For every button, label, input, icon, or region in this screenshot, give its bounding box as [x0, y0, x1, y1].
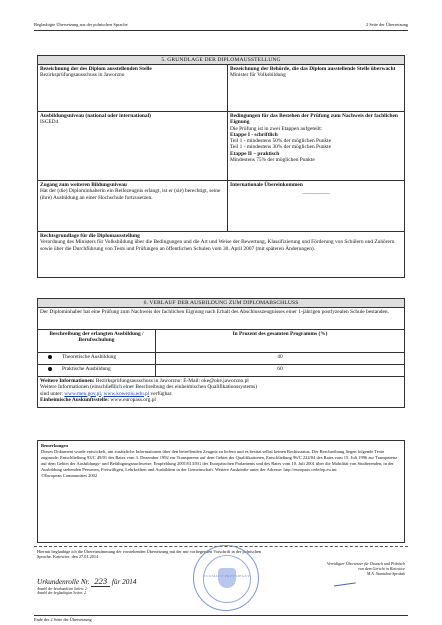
section-6-intro: Der Diplominhaber hat eine Prüfung zum Nachweis der fachlichen Eignung nach Erhalt des Abschlusszeugnisses einer 1-jährigen postlyzealen Schule bestanden.: [38, 308, 404, 330]
row-value: 60: [277, 366, 283, 372]
translator-line-3: M.A. Stanisław Sprożak: [366, 571, 405, 576]
translator-line-2: von dem Gericht in Katowice: [358, 566, 405, 571]
section-6: [37, 298, 405, 408]
info-value: Bezirksprüfungsausschuss in Jaworzno: E-Mail: oke@oke.jaworzno.pl: [95, 378, 249, 384]
conditions-intro: Die Prüfung ist in zwei Etappen aufgeteilt:: [230, 125, 323, 132]
section-6-title: 6. VERLAUF DER AUSBILDUNG ZUM DIPLOMABSCHLUSS: [38, 299, 404, 308]
table-row: [38, 353, 404, 365]
conditions-cell: [228, 112, 404, 180]
stamp-text: TŁUMACZ PRZYSIĘGŁY: [203, 574, 251, 578]
men-link[interactable]: www.men.gov.pl: [64, 390, 101, 397]
col-percent-header: In Prozent des gesamten Programms (%): [232, 331, 328, 337]
table-row: [38, 365, 404, 377]
remarks-box: [37, 440, 405, 543]
eagle-emblem-icon: [218, 568, 236, 588]
level-cell: [38, 112, 228, 180]
certification-text: Hiermit beglaubige ich die Übereinstimmung der vorstehenden Übersetzung mit der mir vorliegenden Vorschrift in der polnischen Sprache. Katowice, den 27.01.2014: [37, 549, 262, 560]
contact-label: Einheimische Auskunftsstelle:: [40, 396, 110, 403]
legal-cell: [38, 232, 404, 277]
stage1-line2: Teil 1 - mindestens 30% der möglichen Punkte: [230, 144, 331, 151]
intl-cell: [228, 181, 404, 231]
page-header: [34, 22, 408, 31]
access-value: Hat der (die) Diplominhaberin ein Reifezeugnis erlangt, ist er (sie) berechtigt, seine (ihre) Ausbildung an einer Hochschule fortzusetzen.: [40, 188, 221, 201]
intl-label: Internationale Übereinkommen: [230, 182, 303, 188]
access-label: Zugang zum weiteren Bildungsniveau: [40, 182, 127, 188]
level-label: Ausbildungsniveau (national oder international): [40, 113, 151, 119]
contact-value: www.europass.org.pl: [110, 396, 156, 403]
row-label: Praktische Ausbildung: [62, 366, 111, 372]
issuer-cell: [38, 65, 228, 111]
row-label: Theoretische Ausbildung: [62, 354, 117, 360]
translator-line-1: Vereidigter Übersetzer für Deutsch und Polnisch: [327, 561, 405, 566]
info-prefix: sind unter:: [40, 390, 63, 397]
issuer-label: Bezeichnung der des Diplom ausstellenden Stelle: [40, 66, 152, 72]
authority-value: Minister für Volksbildung: [230, 72, 286, 79]
bullet-icon: [48, 367, 52, 371]
row-value: 40: [277, 354, 283, 360]
legal-value: Verordnung des Ministers für Volksbildung über die Bedingungen und die Art und Weise der Bewertung, Klassifizierung und Förderung von Schülern und Zuhörern sowie über die Durchführung von Tests und Prüfungen an öffentlichen Schulen vom 30. April 2007 (mit späteren Änderungen).: [40, 239, 395, 252]
training-table-header: [38, 330, 404, 353]
urkunde-details: [37, 587, 87, 596]
signature-mark: [332, 571, 356, 587]
info-label: Weitere Informationen:: [40, 378, 95, 384]
urkunde-small-1: Anzahl der beurkundeten Seiten: 2: [37, 587, 87, 591]
urkunde-prefix: Urkundenrolle Nr.: [37, 578, 90, 586]
info-line2: Weitere Informationen (einschließlich einer Beschreibung des einheimischen Qualifikationssystems): [40, 384, 258, 391]
issuer-value: Bezirksprüfungsausschuss in Jaworzno: [40, 72, 125, 79]
info-and: ,: [100, 390, 104, 397]
authority-cell: [228, 65, 404, 111]
header-left: Beglaubigte Übersetzung aus der polnischen Sprache: [34, 22, 128, 27]
stage1-line1: Teil 1 - mindestens 50% der möglichen Punkte: [230, 138, 331, 145]
access-cell: [38, 181, 228, 231]
level-value: ISCED4: [40, 119, 59, 126]
section-5: [37, 55, 405, 278]
koweziu-link[interactable]: www.koweziu.edu.pl: [103, 390, 150, 397]
urkunde-small-2: Anzahl der beglaubigten Seiten: 2: [37, 591, 86, 596]
official-stamp: [193, 545, 259, 611]
authority-label: Bezeichnung der Behörde, die das Diplom ausstellende Stelle überwacht: [230, 66, 396, 72]
urkunde-number: 223: [91, 576, 110, 587]
stage1-title: Etappe I - schriftlich: [230, 131, 278, 138]
section-5-title: 5. GRUNDLAGE DER DIPLOMAUSSTELLUNG: [38, 56, 404, 65]
conditions-label: Bedingungen für das Bestehen der Prüfung zum Nachweis der fachlichen Eignung: [230, 113, 398, 126]
remarks-text: Dieses Dokument wurde entwickelt, um zusätzliche Informationen über den betreffenden Zeugnis zu liefern und es besitzt selbst keinen Rechtsstatus. Der Beschreibung liegen folgende Texte zugrunde: Entschließung 93/C 49/01 des Rates vom 3. Dezember 1992 zur Transparenz auf dem Gebiet der Qualifikationen, Entschließung 96/C 224/04 des Rates vom 15. Juli 1996 zur Transparenz auf dem Gebiet der Ausbildungs- und Befähigungsnachweise; Empfehlung 2001/613/EG des Europäischen Parlaments und des Rates vom 10. Juli 2001 über die Mobilität von Studierenden, in der Ausbildung stehenden Personen, Freiwilligen, Lehrkräften und Ausbildern in der Gemeinschaft. Weitere Auskünfte unter der Adresse: http://europass.cedefop.eu.int: [41, 448, 398, 472]
urkunde-line: [37, 576, 136, 586]
legal-label: Rechtsgrundlage für die Diplomausstellung: [40, 233, 140, 239]
remarks-title: Bemerkungen: [41, 443, 68, 448]
intl-value: —————: [302, 191, 330, 198]
stage2-line1: Mindestens 75% der möglichen Punkte: [230, 157, 315, 164]
col-description-header: Beschreibung der erlangten Ausbildung / Berufsschulung: [38, 330, 156, 352]
bullet-icon: [48, 355, 52, 359]
info-suffix: verfügbar.: [150, 390, 173, 397]
header-right: 2 Seite der Übersetzung: [365, 22, 408, 27]
further-info: [38, 377, 404, 407]
remarks-copyright: ©European Communities 2002: [41, 472, 98, 478]
page-footer: Ende der 2 Seite der Übersetzung: [34, 615, 408, 622]
urkunde-suffix: für 2014: [111, 578, 137, 586]
stage2-title: Etappe II – praktisch: [230, 150, 280, 157]
